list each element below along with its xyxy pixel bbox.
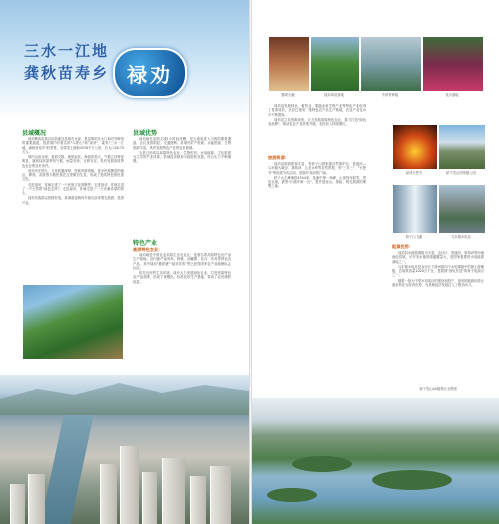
paragraph: 走进禄劝，你就走进了一个民族文化的殿堂；走进禄劝，你就走进了一个天然的"绿色宝库"；走进禄劝，你就走进了一片充满希望的热土。: [22, 182, 124, 195]
mountain-range-shape: [0, 375, 249, 415]
photo-caption: 乌东德水电站: [451, 235, 471, 239]
left-page: [0, 0, 249, 524]
subheading-plateau-agriculture: 高原特色农业：: [133, 247, 163, 252]
photo-caption: 轿子山飞瀑: [405, 235, 423, 239]
photo-caption: 禄劝鸡苗基地: [324, 93, 344, 97]
paragraph: 境内山高谷深，梁峁交错，地势起伏，海拔高差大，气候立体特征明显，属低纬高原季风气候，雨量充沛，日照充足，具有发展高原特色农业的良好条件。: [22, 155, 124, 168]
river-shape: [40, 415, 93, 524]
island-shape: [292, 456, 352, 472]
paragraph: 依托良好的生态环境，禄劝大力发展绿色农业，打造高原特色农产品品牌，形成了规模化、标准化的生产基地，带动了农民增收致富。: [133, 271, 231, 284]
paragraph: 禄劝县水能资源极为丰富，金沙江、普渡河、掌鸠河等河流流经县境，可开发水能资源蕴藏量大，是国家重要的水电能源基地之一。: [392, 251, 484, 264]
jiaozi-mountain-park-photo: [438, 124, 486, 170]
paragraph: 禄劝地处昆明主城1小时经济圈，是云南省进入川西的重要通道。区位优势明显，交通便利。县境内矿产资源、水能资源、生物资源丰富，具有发展特色产业的良好基础。: [133, 137, 231, 150]
building-shape: [142, 472, 157, 524]
headline-line-2: 龚秋苗寿乡: [24, 64, 110, 82]
waterfall-photo: [392, 184, 438, 234]
paragraph: 禄劝县发展林业、畜牧业、果蔬业和生物产业等特色产业取得了显著成效，全县已建成一批特色农产品生产基地，农业产业化水平不断提高。: [268, 104, 366, 117]
county-name-text: 禄劝: [127, 62, 173, 87]
paragraph: 禄劝各族群众热情好客，真诚欢迎海内外朋友前来观光旅游、投资兴业。: [22, 196, 124, 205]
photo-caption: 中药材种植: [381, 93, 399, 97]
paragraph: 禄劝县旅游资源丰富，有轿子山国家级自然保护区、普渡河—乌东德大峡谷、掌鸠河、云龙水库等自然景观，有"三月三"、"火把节"等民族节庆活动，旅游开发前景广阔。: [268, 162, 366, 175]
paragraph: 乌东德水电站是金沙江下游河段四个水电梯级中的最上游梯级，总装机容量1020万千瓦，是我国"西电东送"的骨干电源点之一。: [392, 264, 484, 278]
photo-caption: 花卉基地: [445, 93, 459, 97]
right-text-column-1-intro: [268, 104, 366, 150]
photo-caption: 轿子雪山4A级景区全景照: [419, 387, 457, 391]
torch-festival-photo: [392, 124, 438, 170]
industries-text-column: [133, 253, 231, 358]
building-shape: [28, 474, 45, 524]
paragraph: 禄劝县立足资源优势，大力发展高原特色农业，着力打造"绿色食品牌"，推动农业产业转型升级，农民收入持续增长。: [268, 117, 366, 126]
paragraph: 随着一批大中型水电项目的建设和投产，禄劝的能源优势正逐步转化为经济优势，为县域经济发展注入了强劲动力。: [392, 278, 484, 287]
paragraph: 轿子山主峰海拔4344米，是滇中第一高峰，山顶终年积雪，景色壮丽，被誉为"滇中第一山"，是开展登山、探险、观光旅游的理想之地。: [268, 175, 366, 189]
building-shape: [210, 466, 231, 524]
section-heading-industries: 特色产业: [133, 240, 158, 247]
building-shape: [10, 484, 25, 524]
subheading-tourism: 旅游资源：: [268, 155, 289, 160]
island-shape: [372, 470, 452, 490]
county-name-emblem: [113, 48, 187, 98]
right-page: [252, 0, 499, 524]
paragraph: 禄劝历史悠久，文化底蕴深厚，民族风情浓郁，是多民族聚居的地区，彝族、苗族等少数民族在这里繁衍生息，形成了独具特色的民族文化。: [22, 168, 124, 182]
herb-greenhouse-photo: [360, 36, 422, 92]
island-shape: [267, 488, 317, 502]
advantages-text-column: [133, 137, 231, 235]
subheading-energy: 能源优势：: [392, 244, 413, 249]
overview-text-column: [22, 137, 124, 280]
photo-caption: 撒坝火腿: [281, 93, 295, 97]
flower-base-photo: [422, 36, 484, 92]
paragraph: 禄劝彝族苗族自治县地处昆明市北部，是昆明的北大门和对外联络的重要通道，因县境内有著名的"乌蒙山"和"禄劝"，素有"三水一江地，龚秋苗寿乡"的美誉。全县国土面积4378平方公里，总人口48.75万人。: [22, 137, 124, 154]
photo-caption: 禄劝火把节: [405, 171, 423, 175]
tree-lined-road-photo: [22, 284, 124, 360]
wudongde-dam-photo: [438, 184, 486, 234]
section-heading-advantages: 县域优势: [133, 130, 158, 137]
ham-photo: [268, 36, 310, 92]
building-shape: [120, 446, 139, 524]
building-shape: [190, 476, 206, 524]
chicken-farm-photo: [310, 36, 360, 92]
county-town-panorama-photo: [0, 375, 249, 524]
building-shape: [100, 464, 117, 524]
mountain-lake-panorama-photo: [252, 398, 499, 524]
building-shape: [162, 458, 185, 524]
right-text-column-2-energy: [392, 251, 484, 379]
right-text-column-1-tourism: [268, 162, 366, 390]
photo-caption: 轿子雪山国家级公园: [446, 171, 476, 175]
paragraph: 禄劝地处中国农业高原生态农业区，是著名的高原特色农产品生产基地。县内盛产禄劝鸡、核桃、油橄榄、花卉、苦荞等特色农产品，其中禄劝"撒坝猪""禄劝苦荞"等已获得国家农产品地理标志认证。: [133, 253, 231, 270]
paragraph: 全县已形成以高原特色农业、生物医药、水电能源、文化旅游为主导的产业体系，县域经济保持平稳较快发展，综合实力不断增强。: [133, 150, 231, 164]
headline-line-1: 三水一江地: [24, 42, 110, 60]
section-heading-overview: 县域概况: [22, 130, 47, 137]
